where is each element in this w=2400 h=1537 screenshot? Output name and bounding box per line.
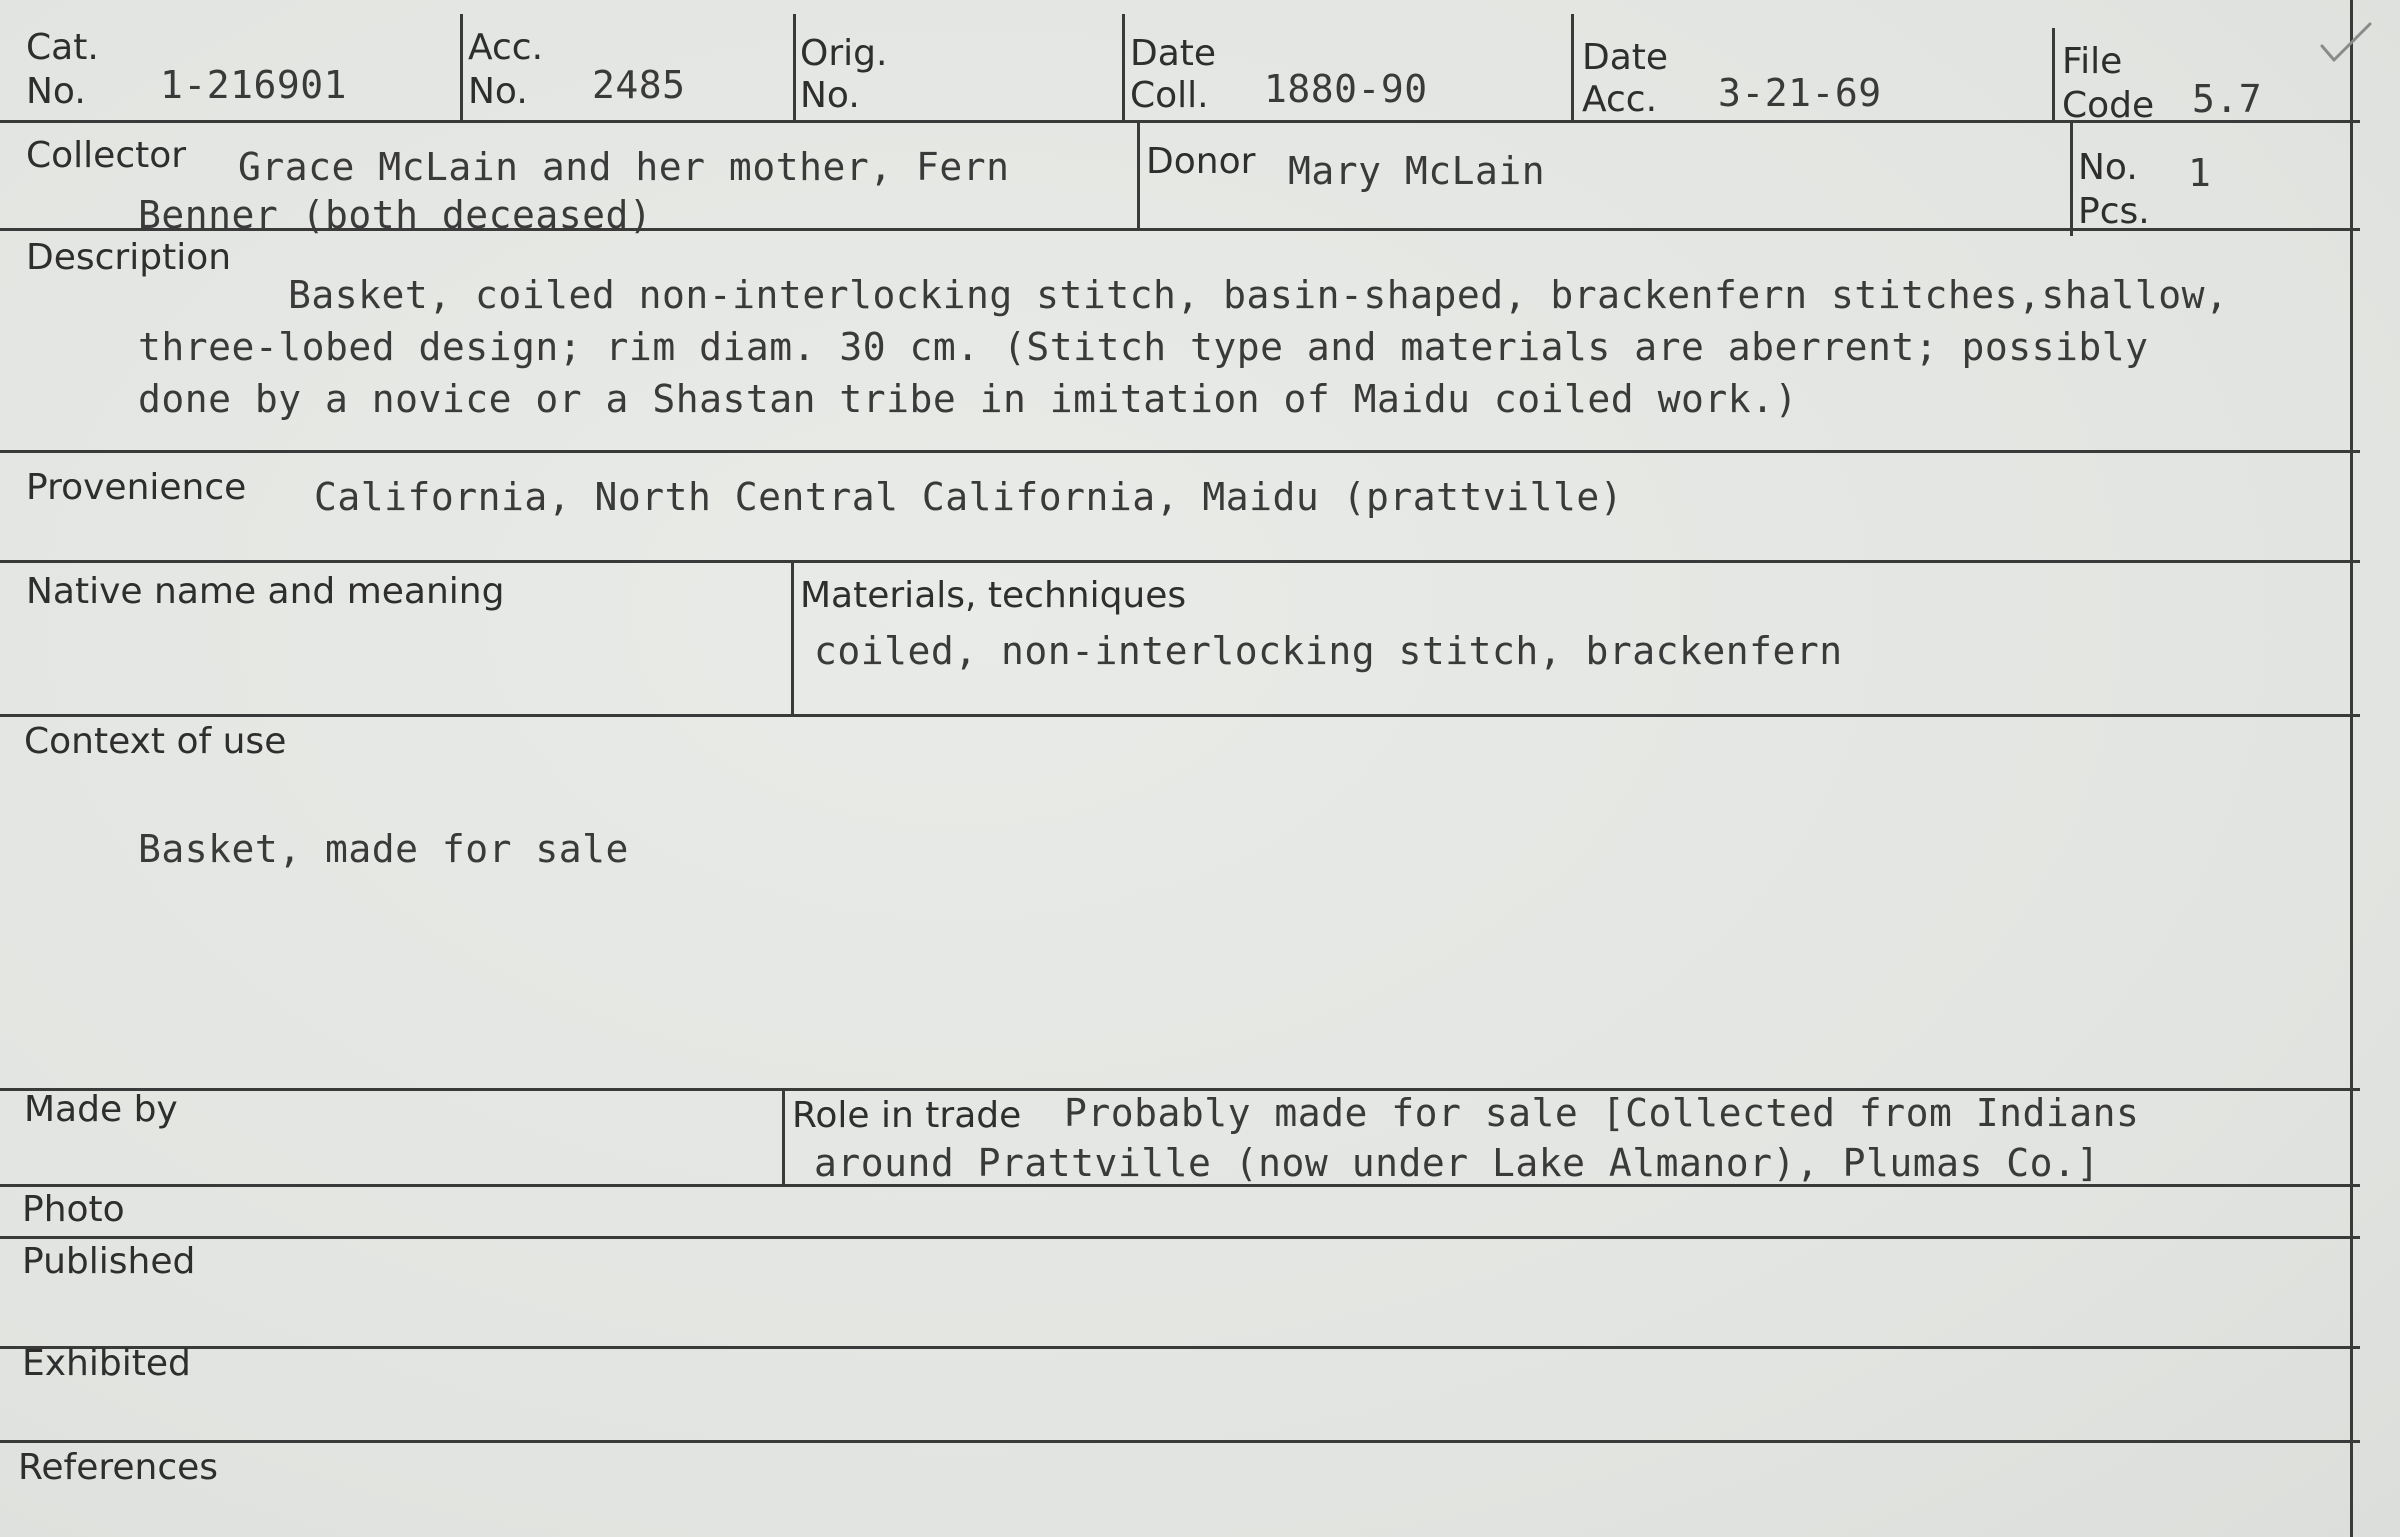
rule-v-donor	[1137, 122, 1140, 228]
rule-materials-bottom	[0, 714, 2360, 717]
cat-number: 1-216901	[160, 63, 348, 107]
collector-line-1: Grace McLain and her mother, Fern	[238, 145, 1010, 189]
exhibited-label: Exhibited	[22, 1343, 191, 1384]
cat-label-1: Cat.	[26, 27, 99, 68]
rule-v-acc	[793, 14, 796, 120]
rule-v-datecoll	[1571, 14, 1574, 120]
donor-label: Donor	[1146, 141, 1256, 182]
date-accessioned: 3-21-69	[1718, 71, 1882, 115]
rule-v-trade	[782, 1090, 785, 1184]
rule-description-bottom	[0, 450, 2360, 453]
context-value: Basket, made for sale	[138, 827, 629, 871]
pcs-label-2: Pcs.	[2078, 191, 2150, 232]
check-mark-icon	[2318, 20, 2374, 66]
acc-label-2: No.	[468, 71, 528, 112]
file-code-label-2: Code	[2062, 85, 2155, 126]
rule-v-pcs	[2070, 122, 2073, 236]
role-in-trade-line-2: around Prattville (now under Lake Almanor), Plumas Co.]	[814, 1141, 2100, 1185]
role-in-trade-line-1: Probably made for sale [Collected from Indians	[1064, 1091, 2140, 1135]
cat-label-2: No.	[26, 71, 86, 112]
file-code-label-1: File	[2062, 41, 2123, 82]
published-label: Published	[22, 1241, 196, 1282]
rule-exhibited-bottom	[0, 1440, 2360, 1443]
references-label: References	[18, 1447, 219, 1488]
description-line-1: Basket, coiled non-interlocking stitch, basin-shaped, brackenfern stitches,shallow,	[288, 273, 2229, 317]
file-code: 5.7	[2192, 77, 2263, 121]
context-label: Context of use	[24, 721, 287, 762]
pcs-label-1: No.	[2078, 147, 2138, 188]
rule-header-bottom	[0, 120, 2360, 123]
collector-line-2: Benner (both deceased)	[138, 193, 653, 237]
date-coll-label-2: Coll.	[1130, 75, 1209, 116]
description-line-2: three-lobed design; rim diam. 30 cm. (Stitch type and materials are aberrent; possibly	[138, 325, 2149, 369]
photo-label: Photo	[22, 1189, 125, 1230]
role-in-trade-label: Role in trade	[792, 1095, 1022, 1136]
donor-name: Mary McLain	[1288, 149, 1546, 193]
date-acc-label-1: Date	[1582, 37, 1669, 78]
native-name-label: Native name and meaning	[26, 571, 505, 612]
rule-v-orig	[1122, 14, 1125, 120]
acc-number: 2485	[592, 63, 686, 107]
rule-published-bottom	[0, 1346, 2360, 1349]
rule-provenience-bottom	[0, 560, 2360, 563]
orig-label-1: Orig.	[800, 33, 888, 74]
orig-label-2: No.	[800, 75, 860, 116]
rule-v-materials	[791, 562, 794, 714]
acc-label-1: Acc.	[468, 27, 544, 68]
date-collected: 1880-90	[1264, 67, 1428, 111]
rule-v-cat	[460, 14, 463, 120]
provenience-value: California, North Central California, Maidu (prattville)	[314, 475, 1624, 519]
date-coll-label-1: Date	[1130, 33, 1217, 74]
rule-photo-bottom	[0, 1236, 2360, 1239]
materials-value: coiled, non-interlocking stitch, brackenfern	[814, 629, 1843, 673]
pieces-count: 1	[2188, 151, 2212, 195]
rule-v-right-edge	[2350, 0, 2353, 1537]
date-acc-label-2: Acc.	[1582, 79, 1658, 120]
provenience-label: Provenience	[26, 467, 247, 508]
rule-v-dateacc	[2052, 28, 2055, 120]
description-line-3: done by a novice or a Shastan tribe in imitation of Maidu coiled work.)	[138, 377, 1798, 421]
description-label: Description	[26, 237, 232, 278]
made-by-label: Made by	[24, 1089, 178, 1130]
collector-label: Collector	[26, 135, 187, 176]
materials-label: Materials, techniques	[800, 575, 1187, 616]
